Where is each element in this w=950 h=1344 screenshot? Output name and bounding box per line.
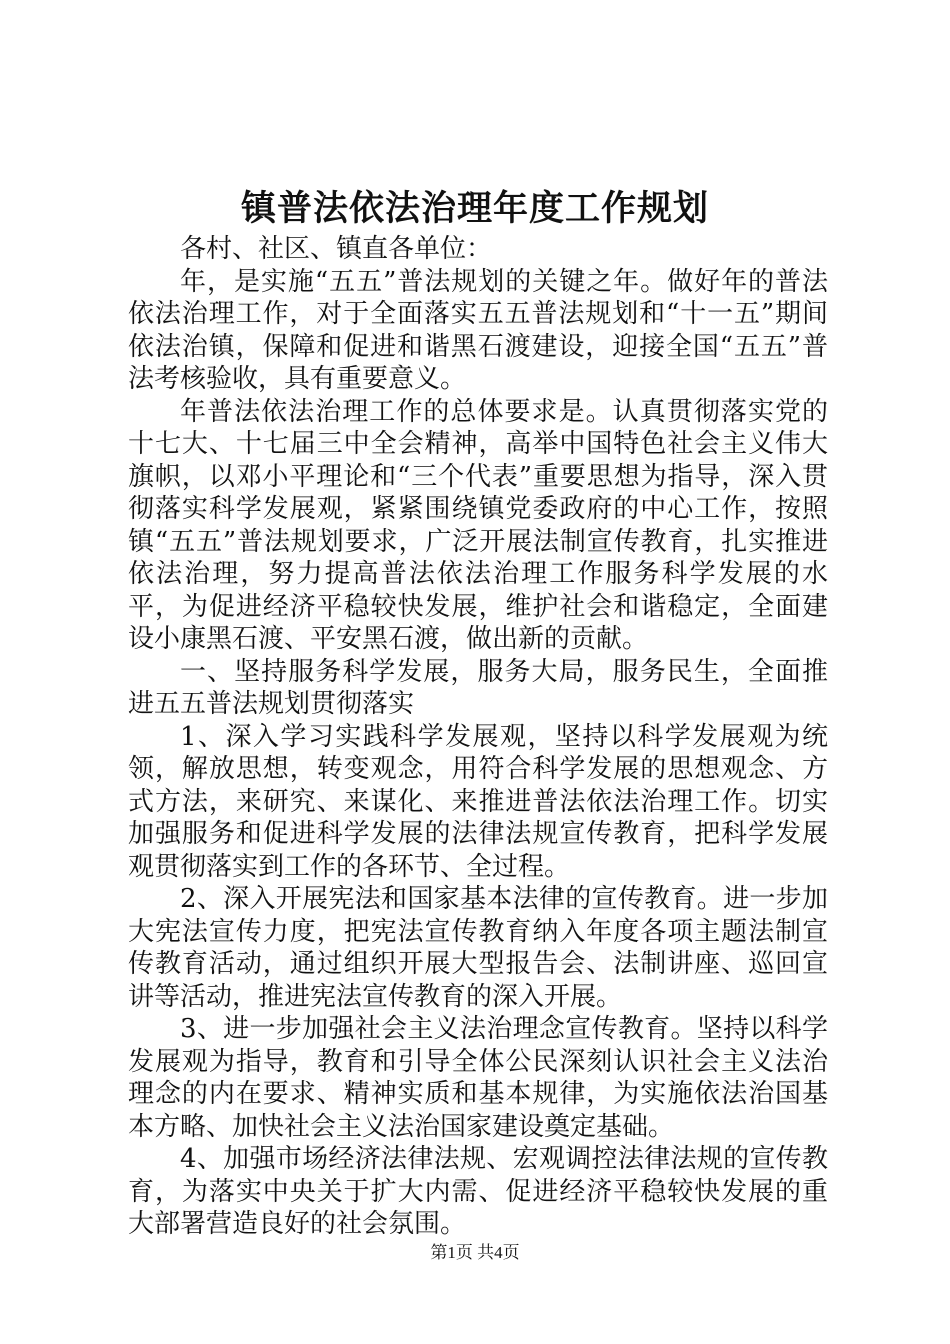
document-body [128, 233, 828, 1241]
body-paragraph: 年，是实施“五五”普法规划的关键之年。做好年的普法依法治理工作，对于全面落实五五普法规划和“十一五”期间依法治镇，保障和促进和谐黑石渡建设，迎接全国“五五”普法考核验收，具有重要意义。 [128, 266, 828, 394]
body-paragraph: 4、加强市场经济法律法规、宏观调控法律法规的宣传教育，为落实中央关于扩大内需、促进经济平稳较快发展的重大部署营造良好的社会氛围。 [128, 1144, 828, 1239]
body-paragraph: 3、进一步加强社会主义法治理念宣传教育。坚持以科学发展观为指导，教育和引导全体公民深刻认识社会主义法治理念的内在要求、精神实质和基本规律，为实施依法治国基本方略、加快社会主义法治国家建设奠定基础。 [128, 1014, 828, 1142]
body-paragraph: 2、深入开展宪法和国家基本法律的宣传教育。进一步加大宪法宣传力度，把宪法宣传教育纳入年度各项主题法制宣传教育活动，通过组织开展大型报告会、法制讲座、巡回宣讲等活动，推进宪法宣传教育的深入开展。 [128, 884, 828, 1012]
document-title: 镇普法依法治理年度工作规划 [240, 188, 709, 229]
salutation-paragraph: 各村、社区、镇直各单位： [180, 234, 493, 264]
page-number-footer: 第1页 共4页 [430, 1243, 520, 1262]
body-paragraph: 1、深入学习实践科学发展观，坚持以科学发展观为统领，解放思想，转变观念，用符合科学发展的思想观念、方式方法，来研究、来谋化、来推进普法依法治理工作。切实加强服务和促进科学发展的法律法规宣传教育，把科学发展观贯彻落实到工作的各环节、全过程。 [128, 721, 828, 882]
section-heading: 一、坚持服务科学发展，服务大局，服务民生，全面推进五五普法规划贯彻落实 [128, 656, 828, 719]
body-paragraph: 年普法依法治理工作的总体要求是。认真贯彻落实党的十七大、十七届三中全会精神，高举中国特色社会主义伟大旗帜，以邓小平理论和“三个代表”重要思想为指导，深入贯彻落实科学发展观，紧紧围绕镇党委政府的中心工作，按照镇“五五”普法规划要求，广泛开展法制宣传教育，扎实推进依法治理，努力提高普法依法治理工作服务科学发展的水平，为促进经济平稳较快发展，维护社会和谐稳定，全面建设小康黑石渡、平安黑石渡，做出新的贡献。 [128, 396, 828, 654]
